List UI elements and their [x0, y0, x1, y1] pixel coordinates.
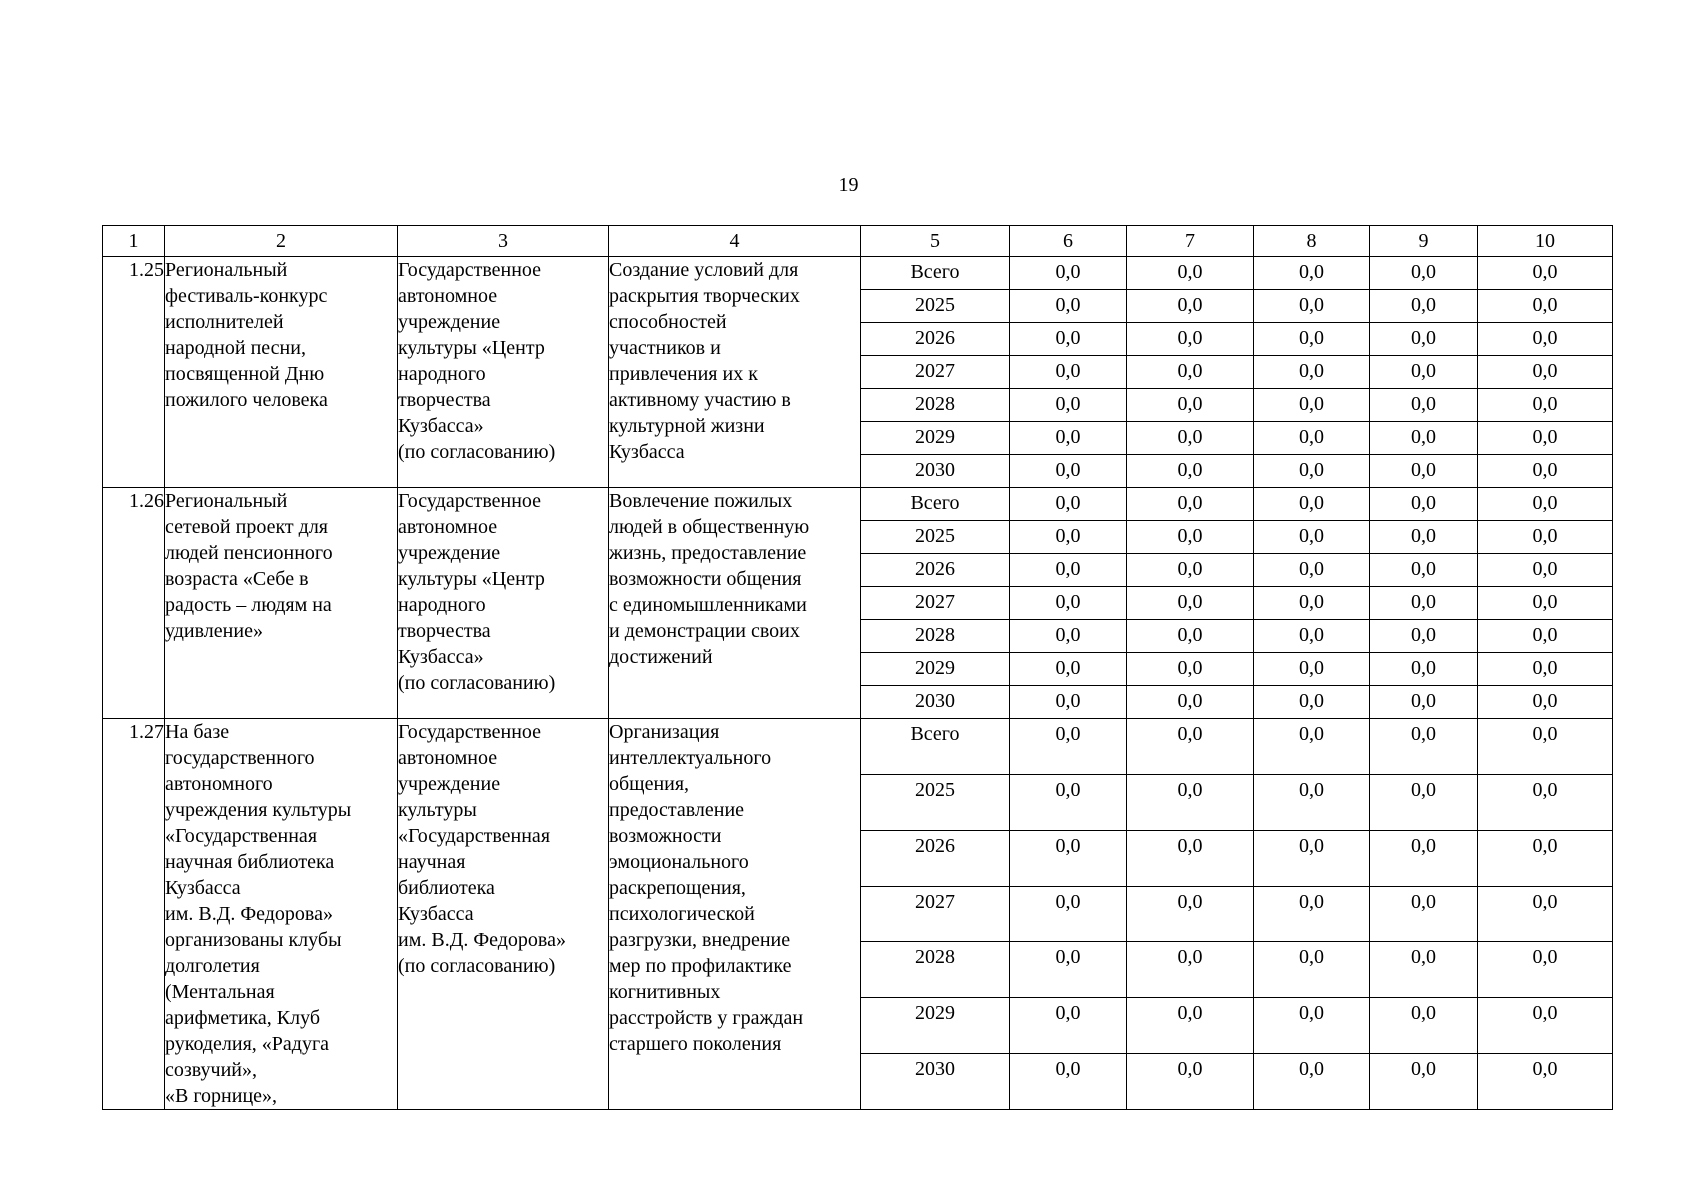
- cell-text-line: Кузбасса»: [398, 415, 484, 437]
- cell-text-line: способностей: [609, 311, 727, 333]
- year-cell: 2030: [861, 455, 1010, 488]
- value-cell: 0,0: [1478, 653, 1613, 686]
- cell-text-line: Создание условий для: [609, 259, 799, 281]
- cell-text-line: предоставление: [609, 799, 745, 821]
- value-cell: 0,0: [1478, 620, 1613, 653]
- header-cell: 9: [1370, 226, 1478, 257]
- cell-text-line: жизнь, предоставление: [609, 542, 807, 564]
- value-cell: 0,0: [1370, 455, 1478, 488]
- value-cell: 0,0: [1370, 521, 1478, 554]
- value-cell: 0,0: [1370, 620, 1478, 653]
- cell-text-line: людей в общественную: [609, 516, 810, 538]
- year-cell: 2026: [861, 830, 1010, 886]
- value-cell: 0,0: [1254, 886, 1370, 942]
- value-cell: 0,0: [1478, 587, 1613, 620]
- table-row: [103, 719, 1613, 775]
- value-cell: 0,0: [1254, 488, 1370, 521]
- cell-text-line: удивление»: [165, 620, 263, 642]
- value-cell: 0,0: [1254, 290, 1370, 323]
- value-cell: 0,0: [1127, 998, 1254, 1054]
- cell-text-line: автономное: [398, 516, 498, 538]
- value-cell: 0,0: [1127, 686, 1254, 719]
- cell-text-line: культурной жизни: [609, 415, 765, 437]
- cell-text-line: пожилого человека: [165, 389, 328, 411]
- row-number: 1.26: [103, 488, 165, 719]
- value-cell: 0,0: [1127, 455, 1254, 488]
- cell-text-line: мер по профилактике: [609, 955, 792, 977]
- value-cell: 0,0: [1010, 719, 1127, 775]
- cell-text-line: сетевой проект для: [165, 516, 328, 538]
- value-cell: 0,0: [1010, 886, 1127, 942]
- value-cell: 0,0: [1370, 554, 1478, 587]
- cell-text-line: научная: [398, 851, 466, 873]
- value-cell: 0,0: [1010, 620, 1127, 653]
- value-cell: 0,0: [1127, 774, 1254, 830]
- header-cell: 4: [609, 226, 861, 257]
- year-cell: 2028: [861, 620, 1010, 653]
- event-name-cell: [165, 488, 398, 719]
- cell-text-line: учреждение: [398, 311, 501, 333]
- cell-text-line: возможности общения: [609, 568, 802, 590]
- cell-text-line: культуры «Центр: [398, 337, 545, 359]
- cell-text-line: фестиваль-конкурс: [165, 285, 328, 307]
- cell-text-line: (по согласованию): [398, 672, 556, 694]
- value-cell: 0,0: [1370, 942, 1478, 998]
- year-cell: 2027: [861, 886, 1010, 942]
- value-cell: 0,0: [1127, 1054, 1254, 1110]
- value-cell: 0,0: [1478, 257, 1613, 290]
- value-cell: 0,0: [1478, 554, 1613, 587]
- year-cell: 2029: [861, 998, 1010, 1054]
- cell-text-line: Кузбасса: [609, 441, 685, 463]
- cell-text-line: творчества: [398, 389, 491, 411]
- value-cell: 0,0: [1010, 389, 1127, 422]
- value-cell: 0,0: [1254, 653, 1370, 686]
- cell-text-line: людей пенсионного: [165, 542, 333, 564]
- cell-text-line: творчества: [398, 620, 491, 642]
- value-cell: 0,0: [1370, 290, 1478, 323]
- value-cell: 0,0: [1254, 830, 1370, 886]
- value-cell: 0,0: [1127, 290, 1254, 323]
- value-cell: 0,0: [1010, 554, 1127, 587]
- table-row: [103, 257, 1613, 290]
- value-cell: 0,0: [1370, 389, 1478, 422]
- value-cell: 0,0: [1478, 719, 1613, 775]
- value-cell: 0,0: [1010, 1054, 1127, 1110]
- header-cell: 2: [165, 226, 398, 257]
- value-cell: 0,0: [1127, 554, 1254, 587]
- year-cell: Всего: [861, 719, 1010, 775]
- value-cell: 0,0: [1478, 290, 1613, 323]
- year-cell: 2030: [861, 686, 1010, 719]
- value-cell: 0,0: [1127, 521, 1254, 554]
- table-header-row: [103, 226, 1613, 257]
- cell-text-line: Организация: [609, 721, 720, 743]
- cell-text-line: (по согласованию): [398, 955, 556, 977]
- cell-text-line: старшего поколения: [609, 1033, 782, 1055]
- value-cell: 0,0: [1010, 521, 1127, 554]
- value-cell: 0,0: [1254, 719, 1370, 775]
- value-cell: 0,0: [1010, 686, 1127, 719]
- header-cell: 10: [1478, 226, 1613, 257]
- cell-text-line: расстройств у граждан: [609, 1007, 804, 1029]
- cell-text-line: Государственное: [398, 259, 542, 281]
- cell-text-line: возраста «Себе в: [165, 568, 309, 590]
- cell-text-line: научная библиотека: [165, 851, 335, 873]
- value-cell: 0,0: [1478, 422, 1613, 455]
- value-cell: 0,0: [1478, 774, 1613, 830]
- value-cell: 0,0: [1127, 587, 1254, 620]
- event-name-cell: [165, 719, 398, 1110]
- year-cell: 2028: [861, 389, 1010, 422]
- value-cell: 0,0: [1127, 886, 1254, 942]
- value-cell: 0,0: [1370, 1054, 1478, 1110]
- cell-text-line: психологической: [609, 903, 755, 925]
- cell-text-line: Вовлечение пожилых: [609, 490, 793, 512]
- year-cell: 2026: [861, 323, 1010, 356]
- value-cell: 0,0: [1478, 686, 1613, 719]
- cell-text-line: культуры: [398, 799, 477, 821]
- year-cell: Всего: [861, 488, 1010, 521]
- executor-cell: [398, 719, 609, 1110]
- year-cell: 2030: [861, 1054, 1010, 1110]
- value-cell: 0,0: [1254, 620, 1370, 653]
- value-cell: 0,0: [1370, 998, 1478, 1054]
- cell-text-line: организованы клубы: [165, 929, 342, 951]
- value-cell: 0,0: [1254, 942, 1370, 998]
- value-cell: 0,0: [1478, 886, 1613, 942]
- value-cell: 0,0: [1370, 422, 1478, 455]
- value-cell: 0,0: [1010, 290, 1127, 323]
- value-cell: 0,0: [1254, 422, 1370, 455]
- value-cell: 0,0: [1127, 257, 1254, 290]
- value-cell: 0,0: [1478, 455, 1613, 488]
- year-cell: 2026: [861, 554, 1010, 587]
- header-cell: 7: [1127, 226, 1254, 257]
- value-cell: 0,0: [1010, 587, 1127, 620]
- value-cell: 0,0: [1370, 653, 1478, 686]
- value-cell: 0,0: [1010, 422, 1127, 455]
- cell-text-line: интеллектуального: [609, 747, 772, 769]
- executor-cell: [398, 488, 609, 719]
- value-cell: 0,0: [1254, 389, 1370, 422]
- value-cell: 0,0: [1127, 942, 1254, 998]
- cell-text-line: учреждение: [398, 773, 501, 795]
- value-cell: 0,0: [1010, 998, 1127, 1054]
- value-cell: 0,0: [1010, 455, 1127, 488]
- value-cell: 0,0: [1370, 356, 1478, 389]
- cell-text-line: Государственное: [398, 490, 542, 512]
- value-cell: 0,0: [1127, 422, 1254, 455]
- value-cell: 0,0: [1127, 323, 1254, 356]
- cell-text-line: рукоделия, «Радуга: [165, 1033, 330, 1055]
- value-cell: 0,0: [1010, 830, 1127, 886]
- cell-text-line: культуры «Центр: [398, 568, 545, 590]
- value-cell: 0,0: [1254, 554, 1370, 587]
- executor-cell: [398, 257, 609, 488]
- year-cell: 2027: [861, 356, 1010, 389]
- cell-text-line: (Ментальная: [165, 981, 275, 1003]
- cell-text-line: На базе: [165, 721, 230, 743]
- cell-text-line: библиотека: [398, 877, 495, 899]
- value-cell: 0,0: [1478, 323, 1613, 356]
- value-cell: 0,0: [1254, 998, 1370, 1054]
- program-table: [102, 225, 1613, 1110]
- value-cell: 0,0: [1478, 389, 1613, 422]
- year-cell: 2028: [861, 942, 1010, 998]
- value-cell: 0,0: [1370, 488, 1478, 521]
- row-number: 1.25: [103, 257, 165, 488]
- cell-text-line: достижений: [609, 646, 713, 668]
- value-cell: 0,0: [1010, 942, 1127, 998]
- value-cell: 0,0: [1254, 1054, 1370, 1110]
- cell-text-line: посвященной Дню: [165, 363, 325, 385]
- table-row: [103, 488, 1613, 521]
- value-cell: 0,0: [1010, 323, 1127, 356]
- header-cell: 6: [1010, 226, 1127, 257]
- value-cell: 0,0: [1478, 998, 1613, 1054]
- value-cell: 0,0: [1478, 1054, 1613, 1110]
- expected-result-cell: [609, 257, 861, 488]
- cell-text-line: долголетия: [165, 955, 260, 977]
- value-cell: 0,0: [1254, 323, 1370, 356]
- value-cell: 0,0: [1127, 389, 1254, 422]
- cell-text-line: «В горнице»,: [165, 1085, 278, 1107]
- value-cell: 0,0: [1478, 830, 1613, 886]
- cell-text-line: эмоционального: [609, 851, 749, 873]
- value-cell: 0,0: [1254, 686, 1370, 719]
- cell-text-line: «Государственная: [398, 825, 551, 847]
- row-number: 1.27: [103, 719, 165, 1110]
- year-cell: Всего: [861, 257, 1010, 290]
- value-cell: 0,0: [1254, 257, 1370, 290]
- cell-text-line: им. В.Д. Федорова»: [398, 929, 566, 951]
- year-cell: 2027: [861, 587, 1010, 620]
- value-cell: 0,0: [1010, 653, 1127, 686]
- header-cell: 8: [1254, 226, 1370, 257]
- cell-text-line: радость – людям на: [165, 594, 332, 616]
- value-cell: 0,0: [1127, 356, 1254, 389]
- value-cell: 0,0: [1370, 774, 1478, 830]
- year-cell: 2025: [861, 521, 1010, 554]
- cell-text-line: общения,: [609, 773, 690, 795]
- value-cell: 0,0: [1254, 455, 1370, 488]
- cell-text-line: «Государственная: [165, 825, 318, 847]
- cell-text-line: им. В.Д. Федорова»: [165, 903, 333, 925]
- cell-text-line: автономное: [398, 285, 498, 307]
- cell-text-line: Кузбасса: [165, 877, 241, 899]
- cell-text-line: Региональный: [165, 490, 288, 512]
- expected-result-cell: [609, 488, 861, 719]
- value-cell: 0,0: [1370, 830, 1478, 886]
- cell-text-line: народного: [398, 363, 486, 385]
- event-name-cell: [165, 257, 398, 488]
- value-cell: 0,0: [1010, 257, 1127, 290]
- cell-text-line: Кузбасса: [398, 903, 474, 925]
- year-cell: 2029: [861, 422, 1010, 455]
- cell-text-line: государственного: [165, 747, 315, 769]
- cell-text-line: разгрузки, внедрение: [609, 929, 791, 951]
- value-cell: 0,0: [1254, 587, 1370, 620]
- cell-text-line: участников и: [609, 337, 721, 359]
- header-cell: 3: [398, 226, 609, 257]
- value-cell: 0,0: [1370, 719, 1478, 775]
- page-number: 19: [838, 174, 859, 196]
- cell-text-line: автономного: [165, 773, 273, 795]
- cell-text-line: учреждение: [398, 542, 501, 564]
- cell-text-line: раскрытия творческих: [609, 285, 800, 307]
- value-cell: 0,0: [1010, 774, 1127, 830]
- expected-result-cell: [609, 719, 861, 1110]
- year-cell: 2029: [861, 653, 1010, 686]
- value-cell: 0,0: [1478, 942, 1613, 998]
- value-cell: 0,0: [1010, 488, 1127, 521]
- header-cell: 5: [861, 226, 1010, 257]
- value-cell: 0,0: [1478, 521, 1613, 554]
- value-cell: 0,0: [1127, 620, 1254, 653]
- value-cell: 0,0: [1370, 886, 1478, 942]
- value-cell: 0,0: [1127, 653, 1254, 686]
- value-cell: 0,0: [1254, 356, 1370, 389]
- cell-text-line: Кузбасса»: [398, 646, 484, 668]
- value-cell: 0,0: [1127, 488, 1254, 521]
- value-cell: 0,0: [1370, 257, 1478, 290]
- value-cell: 0,0: [1370, 323, 1478, 356]
- cell-text-line: автономное: [398, 747, 498, 769]
- cell-text-line: (по согласованию): [398, 441, 556, 463]
- cell-text-line: Региональный: [165, 259, 288, 281]
- cell-text-line: привлечения их к: [609, 363, 758, 385]
- cell-text-line: народной песни,: [165, 337, 306, 359]
- cell-text-line: раскрепощения,: [609, 877, 746, 899]
- cell-text-line: арифметика, Клуб: [165, 1007, 321, 1029]
- value-cell: 0,0: [1127, 719, 1254, 775]
- value-cell: 0,0: [1254, 521, 1370, 554]
- cell-text-line: и демонстрации своих: [609, 620, 800, 642]
- cell-text-line: с единомышленниками: [609, 594, 807, 616]
- cell-text-line: исполнителей: [165, 311, 284, 333]
- value-cell: 0,0: [1254, 774, 1370, 830]
- cell-text-line: народного: [398, 594, 486, 616]
- cell-text-line: активному участию в: [609, 389, 791, 411]
- value-cell: 0,0: [1478, 356, 1613, 389]
- value-cell: 0,0: [1370, 587, 1478, 620]
- cell-text-line: Государственное: [398, 721, 542, 743]
- cell-text-line: созвучий»,: [165, 1059, 258, 1081]
- header-cell: 1: [103, 226, 165, 257]
- value-cell: 0,0: [1478, 488, 1613, 521]
- cell-text-line: учреждения культуры: [165, 799, 352, 821]
- cell-text-line: возможности: [609, 825, 722, 847]
- year-cell: 2025: [861, 774, 1010, 830]
- cell-text-line: когнитивных: [609, 981, 721, 1003]
- year-cell: 2025: [861, 290, 1010, 323]
- value-cell: 0,0: [1127, 830, 1254, 886]
- value-cell: 0,0: [1370, 686, 1478, 719]
- value-cell: 0,0: [1010, 356, 1127, 389]
